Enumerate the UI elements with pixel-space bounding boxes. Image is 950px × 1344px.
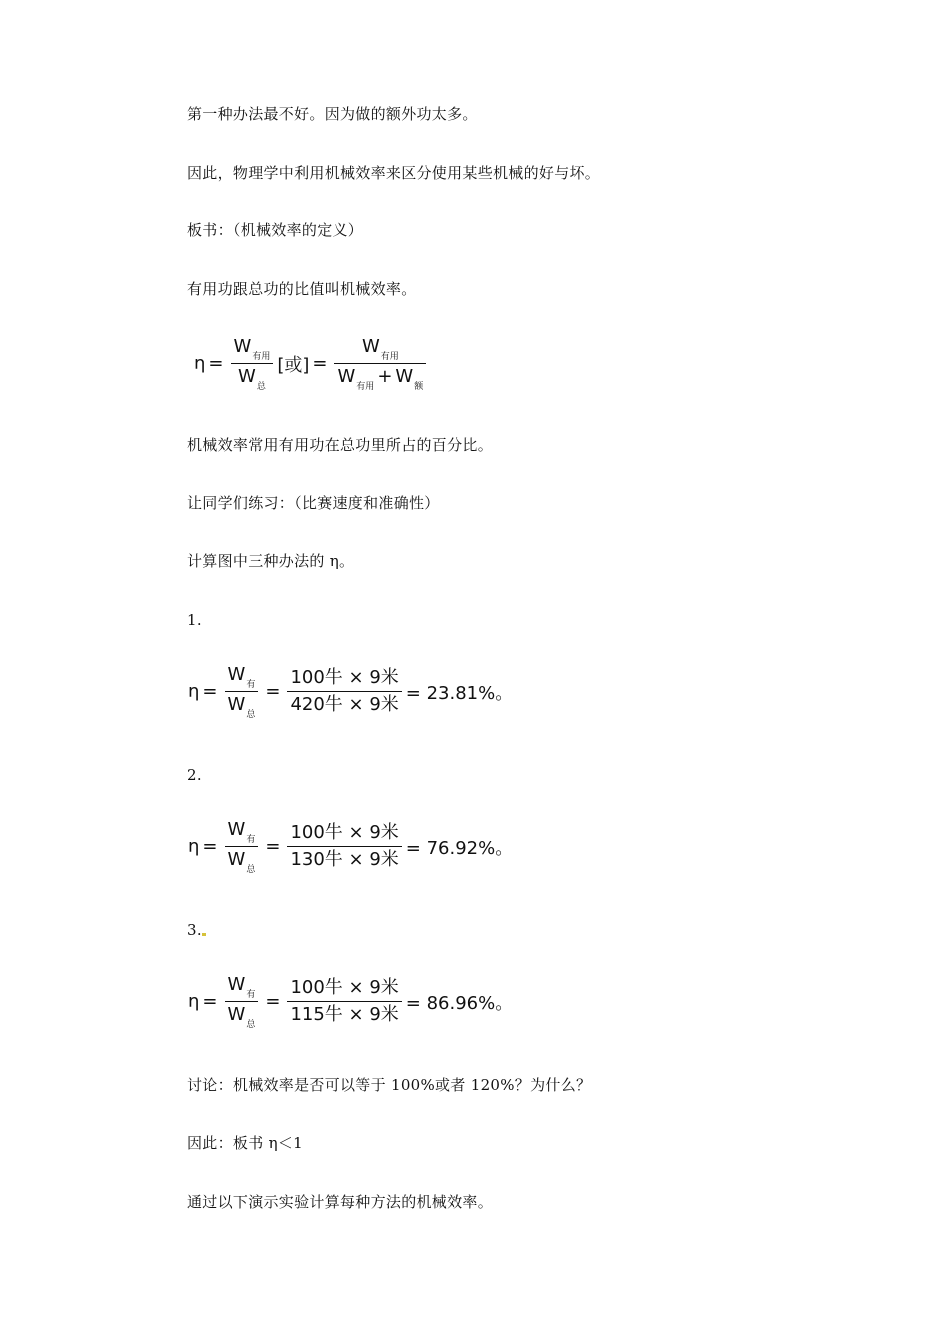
numerator-value: 100牛 × 9米	[290, 977, 399, 998]
denominator-value: 130牛 × 9米	[290, 849, 399, 870]
numerator-value: 100牛 × 9米	[290, 822, 399, 843]
text-line-conclusion: 因此：板书 η＜1	[187, 1134, 303, 1152]
fraction-useful-over-sum	[334, 336, 426, 391]
item-number-1: 1.	[187, 611, 202, 629]
highlight-mark	[202, 933, 206, 936]
result-value: = 76.92%。	[405, 837, 514, 859]
numerator: $W_{有用}$	[233, 336, 271, 362]
text-line-1: 第一种办法最不好。因为做的额外功太多。	[187, 105, 478, 123]
numerator: $W_{有用}$	[361, 336, 399, 362]
text-line-definition: 有用功跟总功的比值叫机械效率。	[187, 280, 417, 298]
eta-symbol: η	[188, 681, 200, 702]
equals-sign: =	[208, 353, 224, 374]
text-line-calculate: 计算图中三种办法的 η。	[187, 552, 355, 570]
equals-sign: =	[265, 681, 281, 702]
text-line-board-title: 板书：（机械效率的定义）	[187, 221, 364, 239]
numerator-value: 100牛 × 9米	[290, 667, 399, 688]
result-value: = 86.96%。	[405, 992, 514, 1014]
text-line-discussion: 讨论：机械效率是否可以等于 100%或者 120%？为什么？	[187, 1076, 592, 1094]
eta-symbol: η	[188, 991, 200, 1012]
result-value: = 23.81%。	[405, 682, 514, 704]
fraction-bar	[334, 363, 426, 364]
denominator: $W_总$	[238, 366, 266, 392]
equals-sign: =	[312, 353, 328, 374]
equals-sign: =	[202, 836, 218, 857]
definition-formula	[194, 336, 430, 391]
fraction-values	[287, 977, 401, 1026]
text-line-percentage: 机械效率常用有用功在总功里所占的百分比。	[187, 436, 494, 454]
equals-sign: =	[265, 836, 281, 857]
efficiency-formula-1	[188, 664, 513, 719]
equals-sign: =	[265, 991, 281, 1012]
or-bracket: [或]	[277, 354, 310, 376]
fraction-w: $\frac{W_有}{W_总}$	[225, 974, 259, 1029]
denominator-value: 115牛 × 9米	[290, 1004, 399, 1025]
fraction-w: $\frac{W_有}{W_总}$	[225, 819, 259, 874]
fraction-values	[287, 822, 401, 871]
text-line-practice: 让同学们练习：（比赛速度和准确性）	[187, 494, 440, 512]
denominator: $W_{有用} + W_额$	[337, 366, 424, 392]
equals-sign: =	[202, 681, 218, 702]
efficiency-formula-3	[188, 974, 513, 1029]
fraction-values	[287, 667, 401, 716]
fraction-useful-over-total	[231, 336, 274, 391]
efficiency-formula-2	[188, 819, 513, 874]
eta-symbol: η	[188, 836, 200, 857]
fraction-w: $\frac{W_有}{W_总}$	[225, 664, 259, 719]
text-line-2: 因此，物理学中利用机械效率来区分使用某些机械的好与坏。	[187, 164, 601, 182]
eta-symbol: η	[194, 353, 206, 374]
equals-sign: =	[202, 991, 218, 1012]
denominator-value: 420牛 × 9米	[290, 694, 399, 715]
fraction-bar	[231, 363, 274, 364]
text-line-experiment: 通过以下演示实验计算每种方法的机械效率。	[187, 1193, 494, 1211]
item-number-3: 3.	[187, 920, 206, 940]
item-number-2: 2.	[187, 766, 202, 784]
